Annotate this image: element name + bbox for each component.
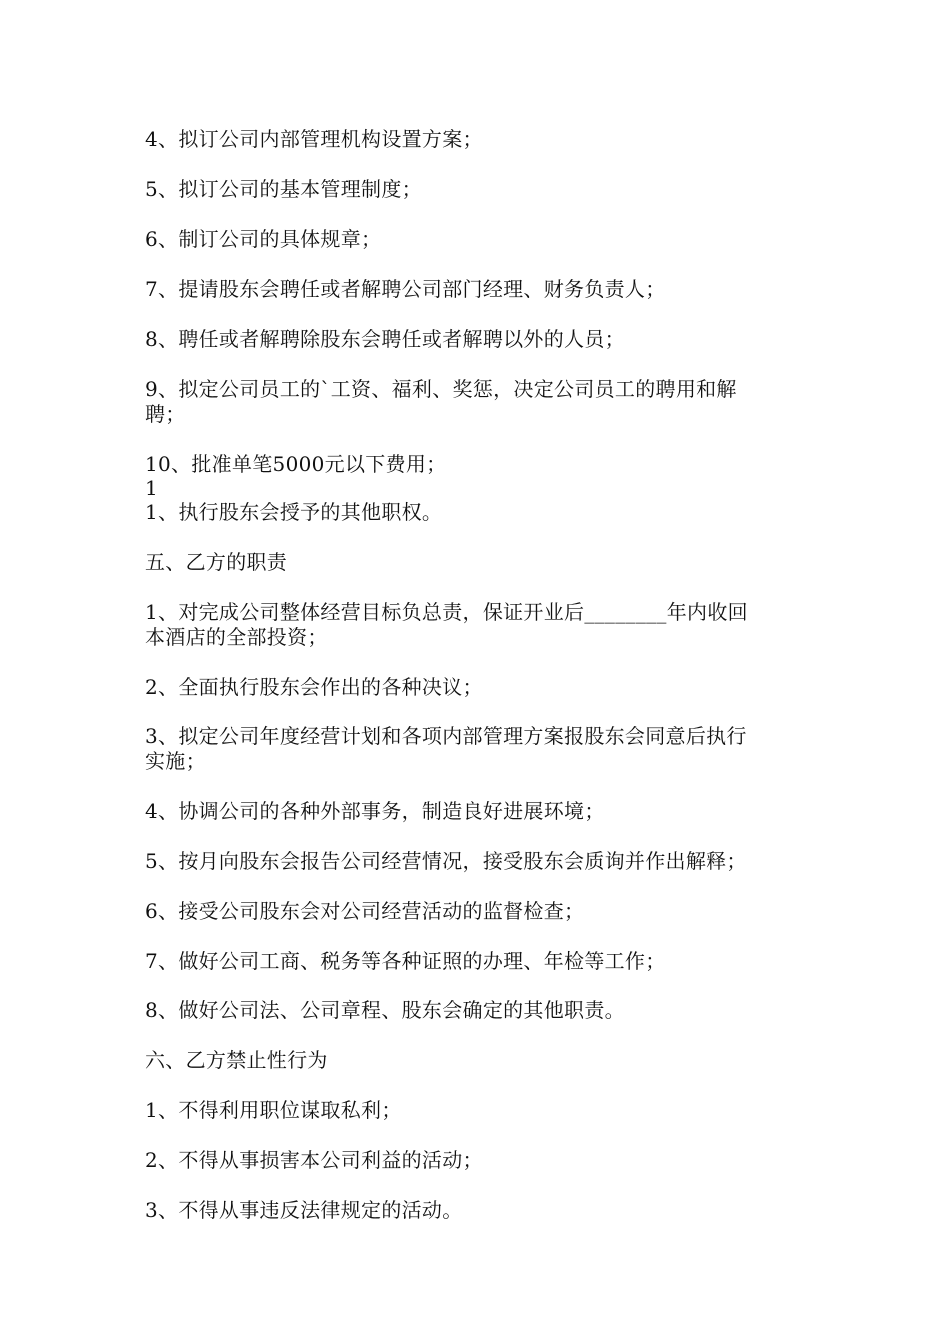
- paragraph-line: 10、批准单笔5000元以下费用；: [145, 452, 447, 476]
- paragraph-line: 5、按月向股东会报告公司经营情况，接受股东会质询并作出解释；: [145, 849, 747, 873]
- section-heading: 五、乙方的职责: [145, 550, 288, 574]
- paragraph-line: 1、执行股东会授予的其他职权。: [145, 500, 443, 524]
- paragraph-line: 6、制订公司的具体规章；: [145, 227, 382, 251]
- paragraph-line: 8、做好公司法、公司章程、股东会确定的其他职责。: [145, 998, 625, 1022]
- paragraph-line: 7、提请股东会聘任或者解聘公司部门经理、财务负责人；: [145, 277, 666, 301]
- paragraph-line: 实施；: [145, 749, 206, 773]
- paragraph-line: 1、对完成公司整体经营目标负总责，保证开业后________年内收回: [145, 600, 748, 624]
- paragraph-line: 3、拟定公司年度经营计划和各项内部管理方案报股东会同意后执行: [145, 724, 747, 748]
- paragraph-line: 聘；: [145, 402, 186, 426]
- paragraph-line: 7、做好公司工商、税务等各种证照的办理、年检等工作；: [145, 949, 666, 973]
- paragraph-line: 2、不得从事损害本公司利益的活动；: [145, 1148, 483, 1172]
- paragraph-line: 6、接受公司股东会对公司经营活动的监督检查；: [145, 899, 585, 923]
- paragraph-line: 2、全面执行股东会作出的各种决议；: [145, 675, 483, 699]
- paragraph-line: 本酒店的全部投资；: [145, 625, 328, 649]
- paragraph-line: 3、不得从事违反法律规定的活动。: [145, 1198, 463, 1222]
- paragraph-line: 4、协调公司的各种外部事务，制造良好进展环境；: [145, 799, 605, 823]
- section-heading: 六、乙方禁止性行为: [145, 1048, 328, 1072]
- paragraph-line: 1、不得利用职位谋取私利；: [145, 1098, 402, 1122]
- paragraph-line: 5、拟订公司的基本管理制度；: [145, 177, 422, 201]
- paragraph-line: 8、聘任或者解聘除股东会聘任或者解聘以外的人员；: [145, 327, 625, 351]
- paragraph-line: 4、拟订公司内部管理机构设置方案；: [145, 127, 483, 151]
- paragraph-line: 9、拟定公司员工的`工资、福利、奖惩，决定公司员工的聘用和解: [145, 377, 737, 401]
- page-number: 1: [145, 476, 159, 500]
